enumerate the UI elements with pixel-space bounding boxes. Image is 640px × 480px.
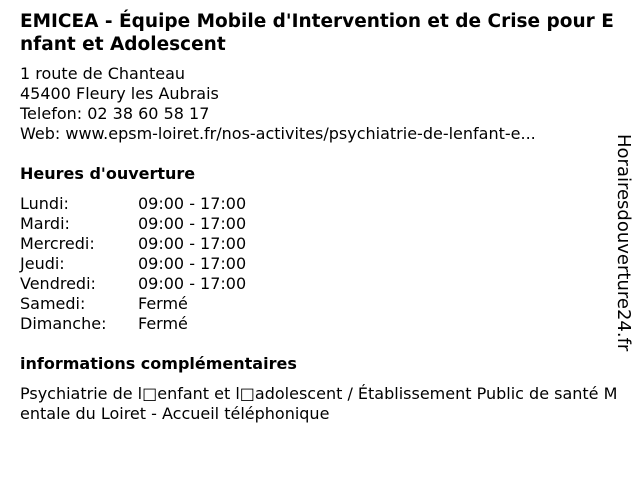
page-title: EMICEA - Équipe Mobile d'Intervention et de Crise pour Enfant et Adolescent: [20, 11, 614, 55]
phone-number: Telefon: 02 38 60 58 17: [20, 104, 210, 123]
hours-row-thursday: [20, 254, 246, 274]
time-value: 09:00 - 17:00: [138, 234, 247, 253]
day-label: Samedi:: [20, 294, 86, 313]
day-label: Vendredi:: [20, 274, 96, 293]
additional-info-text: Psychiatrie de l□enfant et l□adolescent / Établissement Public de santé Mentale du Loiret - Accueil téléphonique: [20, 384, 618, 423]
day-label: Dimanche:: [20, 314, 107, 333]
time-value: Fermé: [138, 294, 188, 313]
time-value: 09:00 - 17:00: [138, 194, 247, 213]
site-watermark: Horairesdouverture24.fr: [613, 134, 634, 352]
opening-hours-table: [20, 194, 246, 334]
day-label: Jeudi:: [20, 254, 65, 273]
hours-row-wednesday: [20, 234, 246, 254]
website-link[interactable]: Web: www.epsm-loiret.fr/nos-activites/psychiatrie-de-lenfant-e...: [20, 124, 536, 143]
day-label: Mercredi:: [20, 234, 95, 253]
additional-info-heading: informations complémentaires: [20, 354, 297, 373]
time-value: Fermé: [138, 314, 188, 333]
hours-row-sunday: [20, 314, 246, 334]
hours-row-saturday: [20, 294, 246, 314]
day-label: Lundi:: [20, 194, 69, 213]
hours-row-monday: [20, 194, 246, 214]
day-label: Mardi:: [20, 214, 70, 233]
time-value: 09:00 - 17:00: [138, 254, 247, 273]
address-block: [20, 64, 536, 144]
hours-row-friday: [20, 274, 246, 294]
city-address: 45400 Fleury les Aubrais: [20, 84, 219, 103]
opening-hours-heading: Heures d'ouverture: [20, 164, 196, 183]
time-value: 09:00 - 17:00: [138, 214, 247, 233]
street-address: 1 route de Chanteau: [20, 64, 186, 83]
hours-row-tuesday: [20, 214, 246, 234]
time-value: 09:00 - 17:00: [138, 274, 247, 293]
